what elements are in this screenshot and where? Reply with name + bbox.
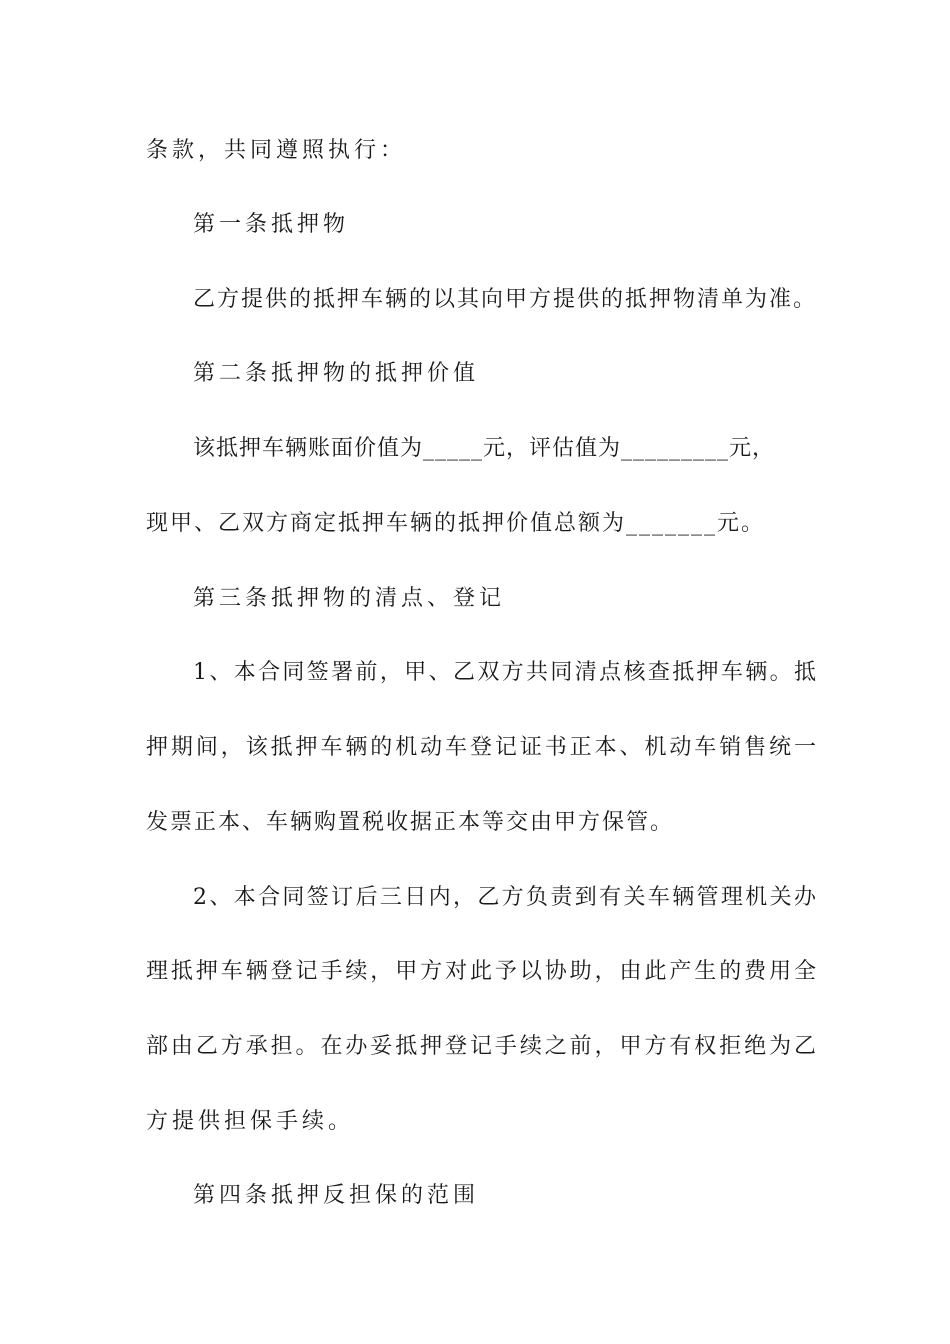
text-line: 条款，共同遵照执行： [146, 138, 407, 163]
text-line: 2、本合同签订后三日内，乙方负责到有关车辆管理机关办 [193, 885, 816, 910]
section-heading: 第四条抵押反担保的范围 [193, 1183, 480, 1208]
text-line: 部由乙方承担。在办妥抵押登记手续之前，甲方有权拒绝为乙 [146, 1034, 816, 1059]
text-line: 方提供担保手续。 [146, 1109, 355, 1134]
section-heading: 第二条抵押物的抵押价值 [193, 361, 480, 386]
section-heading: 第一条抵押物 [193, 212, 350, 237]
text-line: 发票正本、车辆购置税收据正本等交由甲方保管。 [146, 810, 675, 835]
section-heading: 第三条抵押物的清点、登记 [193, 586, 506, 611]
text-line: 理抵押车辆登记手续，甲方对此予以协助，由此产生的费用全 [146, 959, 816, 984]
text-line: 该抵押车辆账面价值为_____元，评估值为_________元， [193, 436, 776, 461]
text-line: 押期间，该抵押车辆的机动车登记证书正本、机动车销售统一 [146, 735, 816, 760]
text-line: 1、本合同签署前，甲、乙双方共同清点核查抵押车辆。抵 [193, 660, 816, 685]
text-line: 现甲、乙双方商定抵押车辆的抵押价值总额为_______元。 [146, 511, 766, 536]
text-line: 乙方提供的抵押车辆的以其向甲方提供的抵押物清单为准。 [193, 287, 818, 312]
